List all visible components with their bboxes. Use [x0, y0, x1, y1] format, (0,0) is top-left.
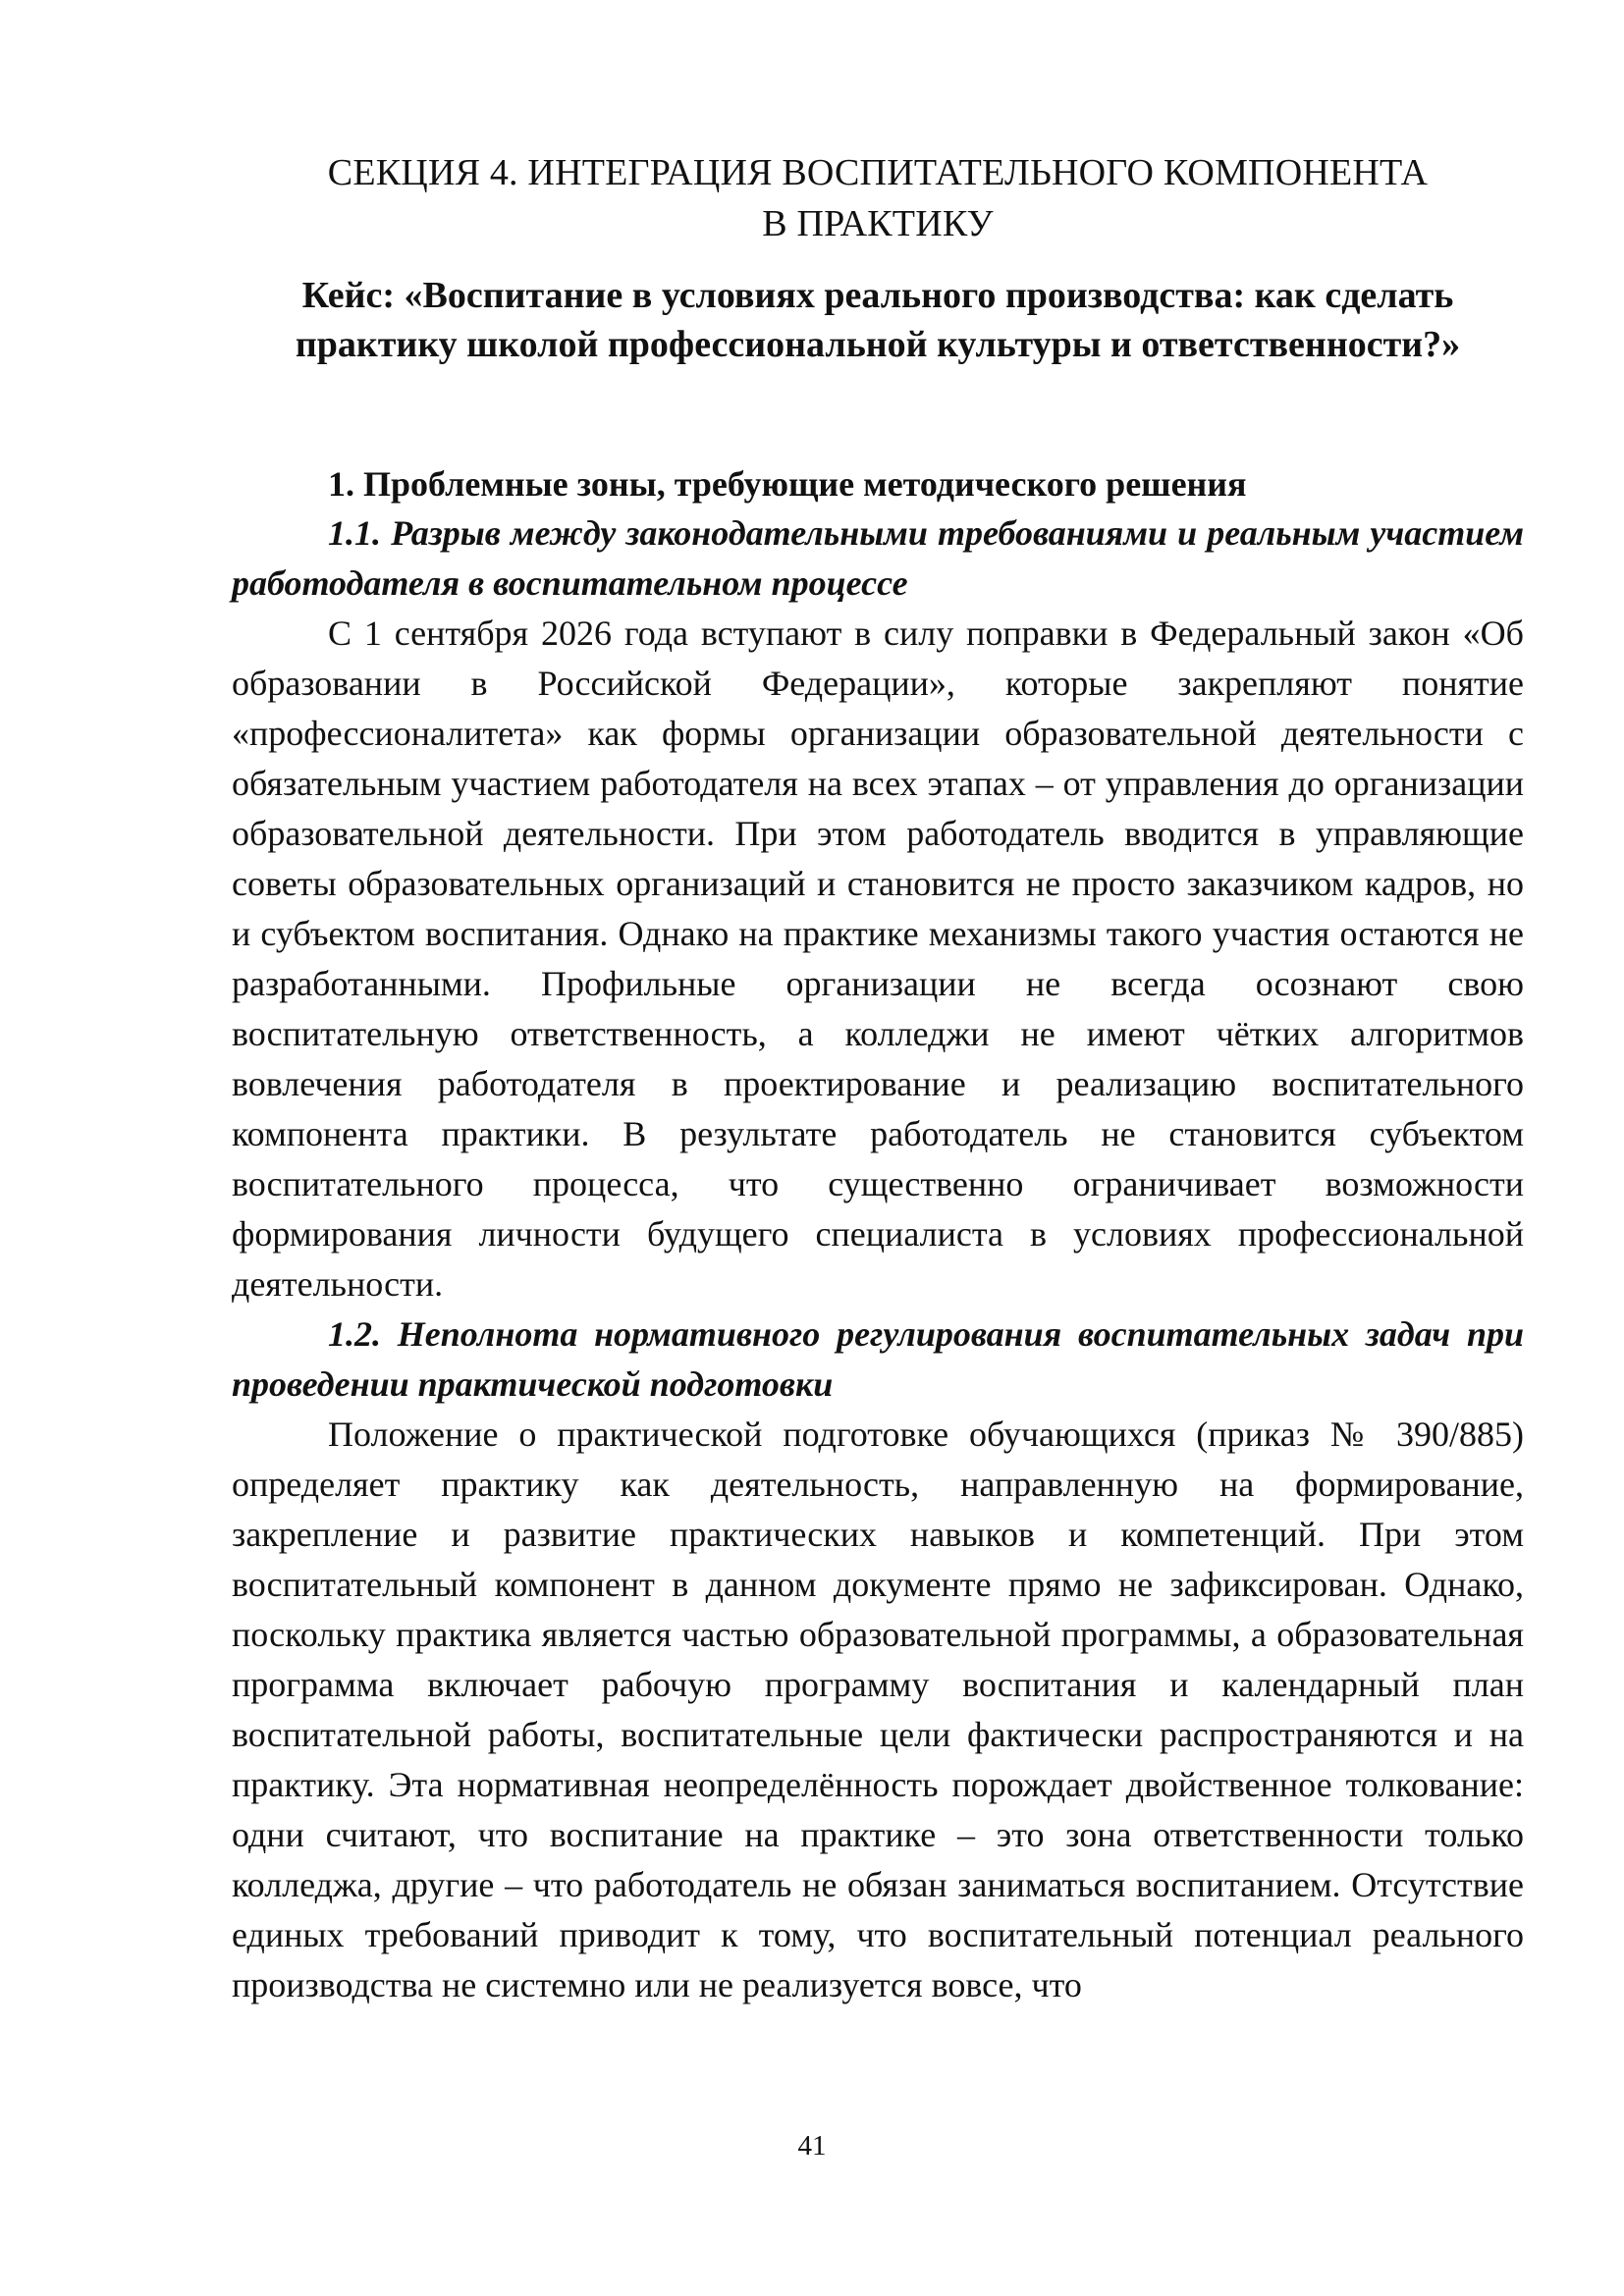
section-title-line-1: СЕКЦИЯ 4. ИНТЕГРАЦИЯ ВОСПИТАТЕЛЬНОГО КОМПОНЕНТА	[327, 152, 1429, 193]
document-page	[232, 147, 1524, 2010]
case-title-line-1: Кейс: «Воспитание в условиях реального производства: как сделать	[301, 275, 1454, 316]
case-title-line-2: практику школой профессиональной культуры и ответственности?»	[295, 324, 1461, 365]
case-title	[232, 271, 1524, 369]
paragraph-2: Положение о практической подготовке обучающихся (приказ № 390/885) определяет практику как деятельность, направленную на формирование, закрепление и развитие практических навыков и компетенций. При этом воспитательный компонент в данном документе прямо не зафиксирован. Однако, поскольку практика является частью образовательной программы, а образовательная программа включает рабочую программу воспитания и календарный план воспитательной работы, воспитательные цели фактически распространяются и на практику. Эта нормативная неопределённость порождает двойственное толкование: одни считают, что воспитание на практике – это зона ответственности только колледжа, другие – что работодатель не обязан заниматься воспитанием. Отсутствие единых требований приводит к тому, что воспитательный потенциал реального производства не системно или не реализуется вовсе, что	[232, 1415, 1524, 2004]
section-title-line-2: В ПРАКТИКУ	[762, 203, 994, 244]
heading-1-2: 1.2. Неполнота нормативного регулирования воспитательных задач при проведении практической подготовки	[232, 1314, 1524, 1404]
heading-1-1: 1.1. Разрыв между законодательными требованиями и реальным участием работодателя в воспитательном процессе	[232, 513, 1524, 603]
heading-problem-zones: 1. Проблемные зоны, требующие методического решения	[328, 464, 1247, 504]
paragraph-1: С 1 сентября 2026 года вступают в силу поправки в Федеральный закон «Об образовании в Российской Федерации», которые закрепляют понятие «профессионалитета» как формы организации образовательной деятельности с обязательным участием работодателя на всех этапах – от управления до организации образовательной деятельности. При этом работодатель вводится в управляющие советы образовательных организаций и становится не просто заказчиком кадров, но и субъектом воспитания. Однако на практике механизмы такого участия остаются не разработанными. Профильные организации не всегда осознают свою воспитательную ответственность, а колледжи не имеют чётких алгоритмов вовлечения работодателя в проектирование и реализацию воспитательного компонента практики. В результате работодатель не становится субъектом воспитательного процесса, что существенно ограничивает возможности формирования личности будущего специалиста в условиях профессиональной деятельности.	[232, 614, 1524, 1304]
page-number: 41	[797, 2130, 827, 2162]
